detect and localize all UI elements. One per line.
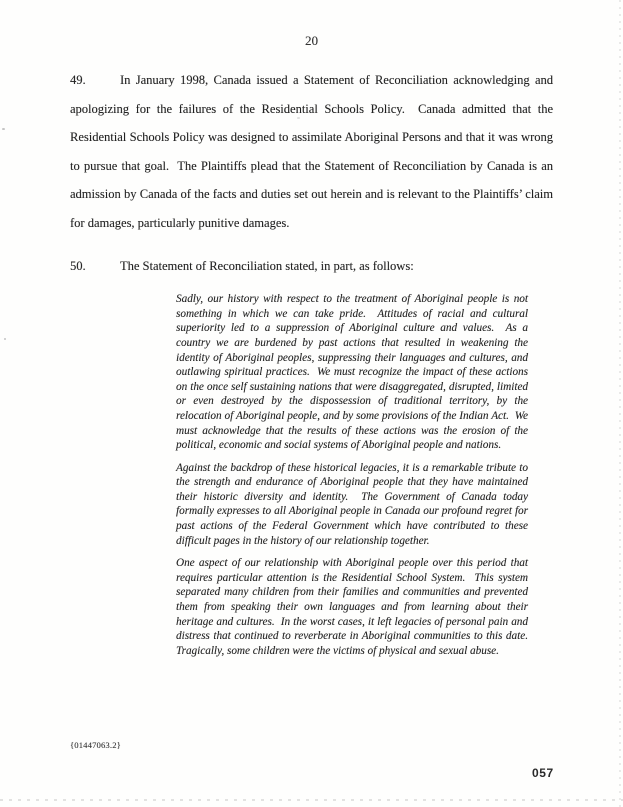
scan-speck <box>4 338 6 340</box>
scan-speck <box>297 117 300 119</box>
paragraph-49-text: In January 1998, Canada issued a Statement of Reconciliation acknowledging and apologizing for the failures of the Residential Schools Policy. Canada admitted that the Residential Schools Policy was designed to assimilate Aboriginal Persons and that it was wrong to pursue that goal. The Plaintiffs plead that the Statement of Reconciliation by Canada is an admission by Canada of the facts and duties set out herein and is relevant to the Plaintiffs’ claim for damages, particularly punitive damages. <box>70 73 557 230</box>
statement-of-reconciliation-quote <box>176 292 534 658</box>
quote-paragraph-2: Against the backdrop of these historical legacies, it is a remarkable tribute to the strength and endurance of Aboriginal people that they have maintained their historic diversity and identity. The Government of Canada today formally expresses to all Aboriginal people in Canada our profound regret for past actions of the Federal Government which have contributed to these difficult pages in the history of our relationship together. <box>176 461 531 547</box>
bates-stamp-number: 057 <box>532 766 554 780</box>
paragraph-49 <box>70 66 557 238</box>
scan-artifact-bottom-edge <box>0 799 623 801</box>
page-number: 20 <box>305 33 318 48</box>
paragraph-50 <box>70 252 553 281</box>
paragraph-50-number: 50. <box>70 258 86 273</box>
paragraph-50-text: The Statement of Reconciliation stated, in part, as follows: <box>120 258 414 273</box>
scan-speck <box>2 128 5 130</box>
quote-paragraph-3: One aspect of our relationship with Aboriginal people over this period that requires particular attention is the Residential School System. This system separated many children from their families and communities and prevented them from speaking their own languages and from learning about their heritage and cultures. In the worst cases, it left legacies of personal pain and distress that continued to reverberate in Aboriginal communities to this date. Tragically, some children were the victims of physical and sexual abuse. <box>176 557 534 657</box>
document-body <box>70 66 557 658</box>
paragraph-49-number: 49. <box>70 73 86 87</box>
scan-artifact-right-edge <box>619 0 621 807</box>
quote-paragraph-1: Sadly, our history with respect to the treatment of Aboriginal people is not something in which we can take pride. Attitudes of racial and cultural superiority led to a suppression of Aboriginal culture and values. As a country we are burdened by past actions that resulted in weakening the identity of Aboriginal peoples, suppressing their languages and cultures, and outlawing spiritual practices. We must recognize the impact of these actions on the once self sustaining nations that were disaggregated, disrupted, limited or even destroyed by the dispossession of traditional territory, by the relocation of Aboriginal people, and by some provisions of the Indian Act. We must acknowledge that the results of these actions was the erosion of the political, economic and social systems of Aboriginal people and nations. <box>176 293 531 452</box>
document-reference-number: {01447063.2} <box>70 740 121 750</box>
